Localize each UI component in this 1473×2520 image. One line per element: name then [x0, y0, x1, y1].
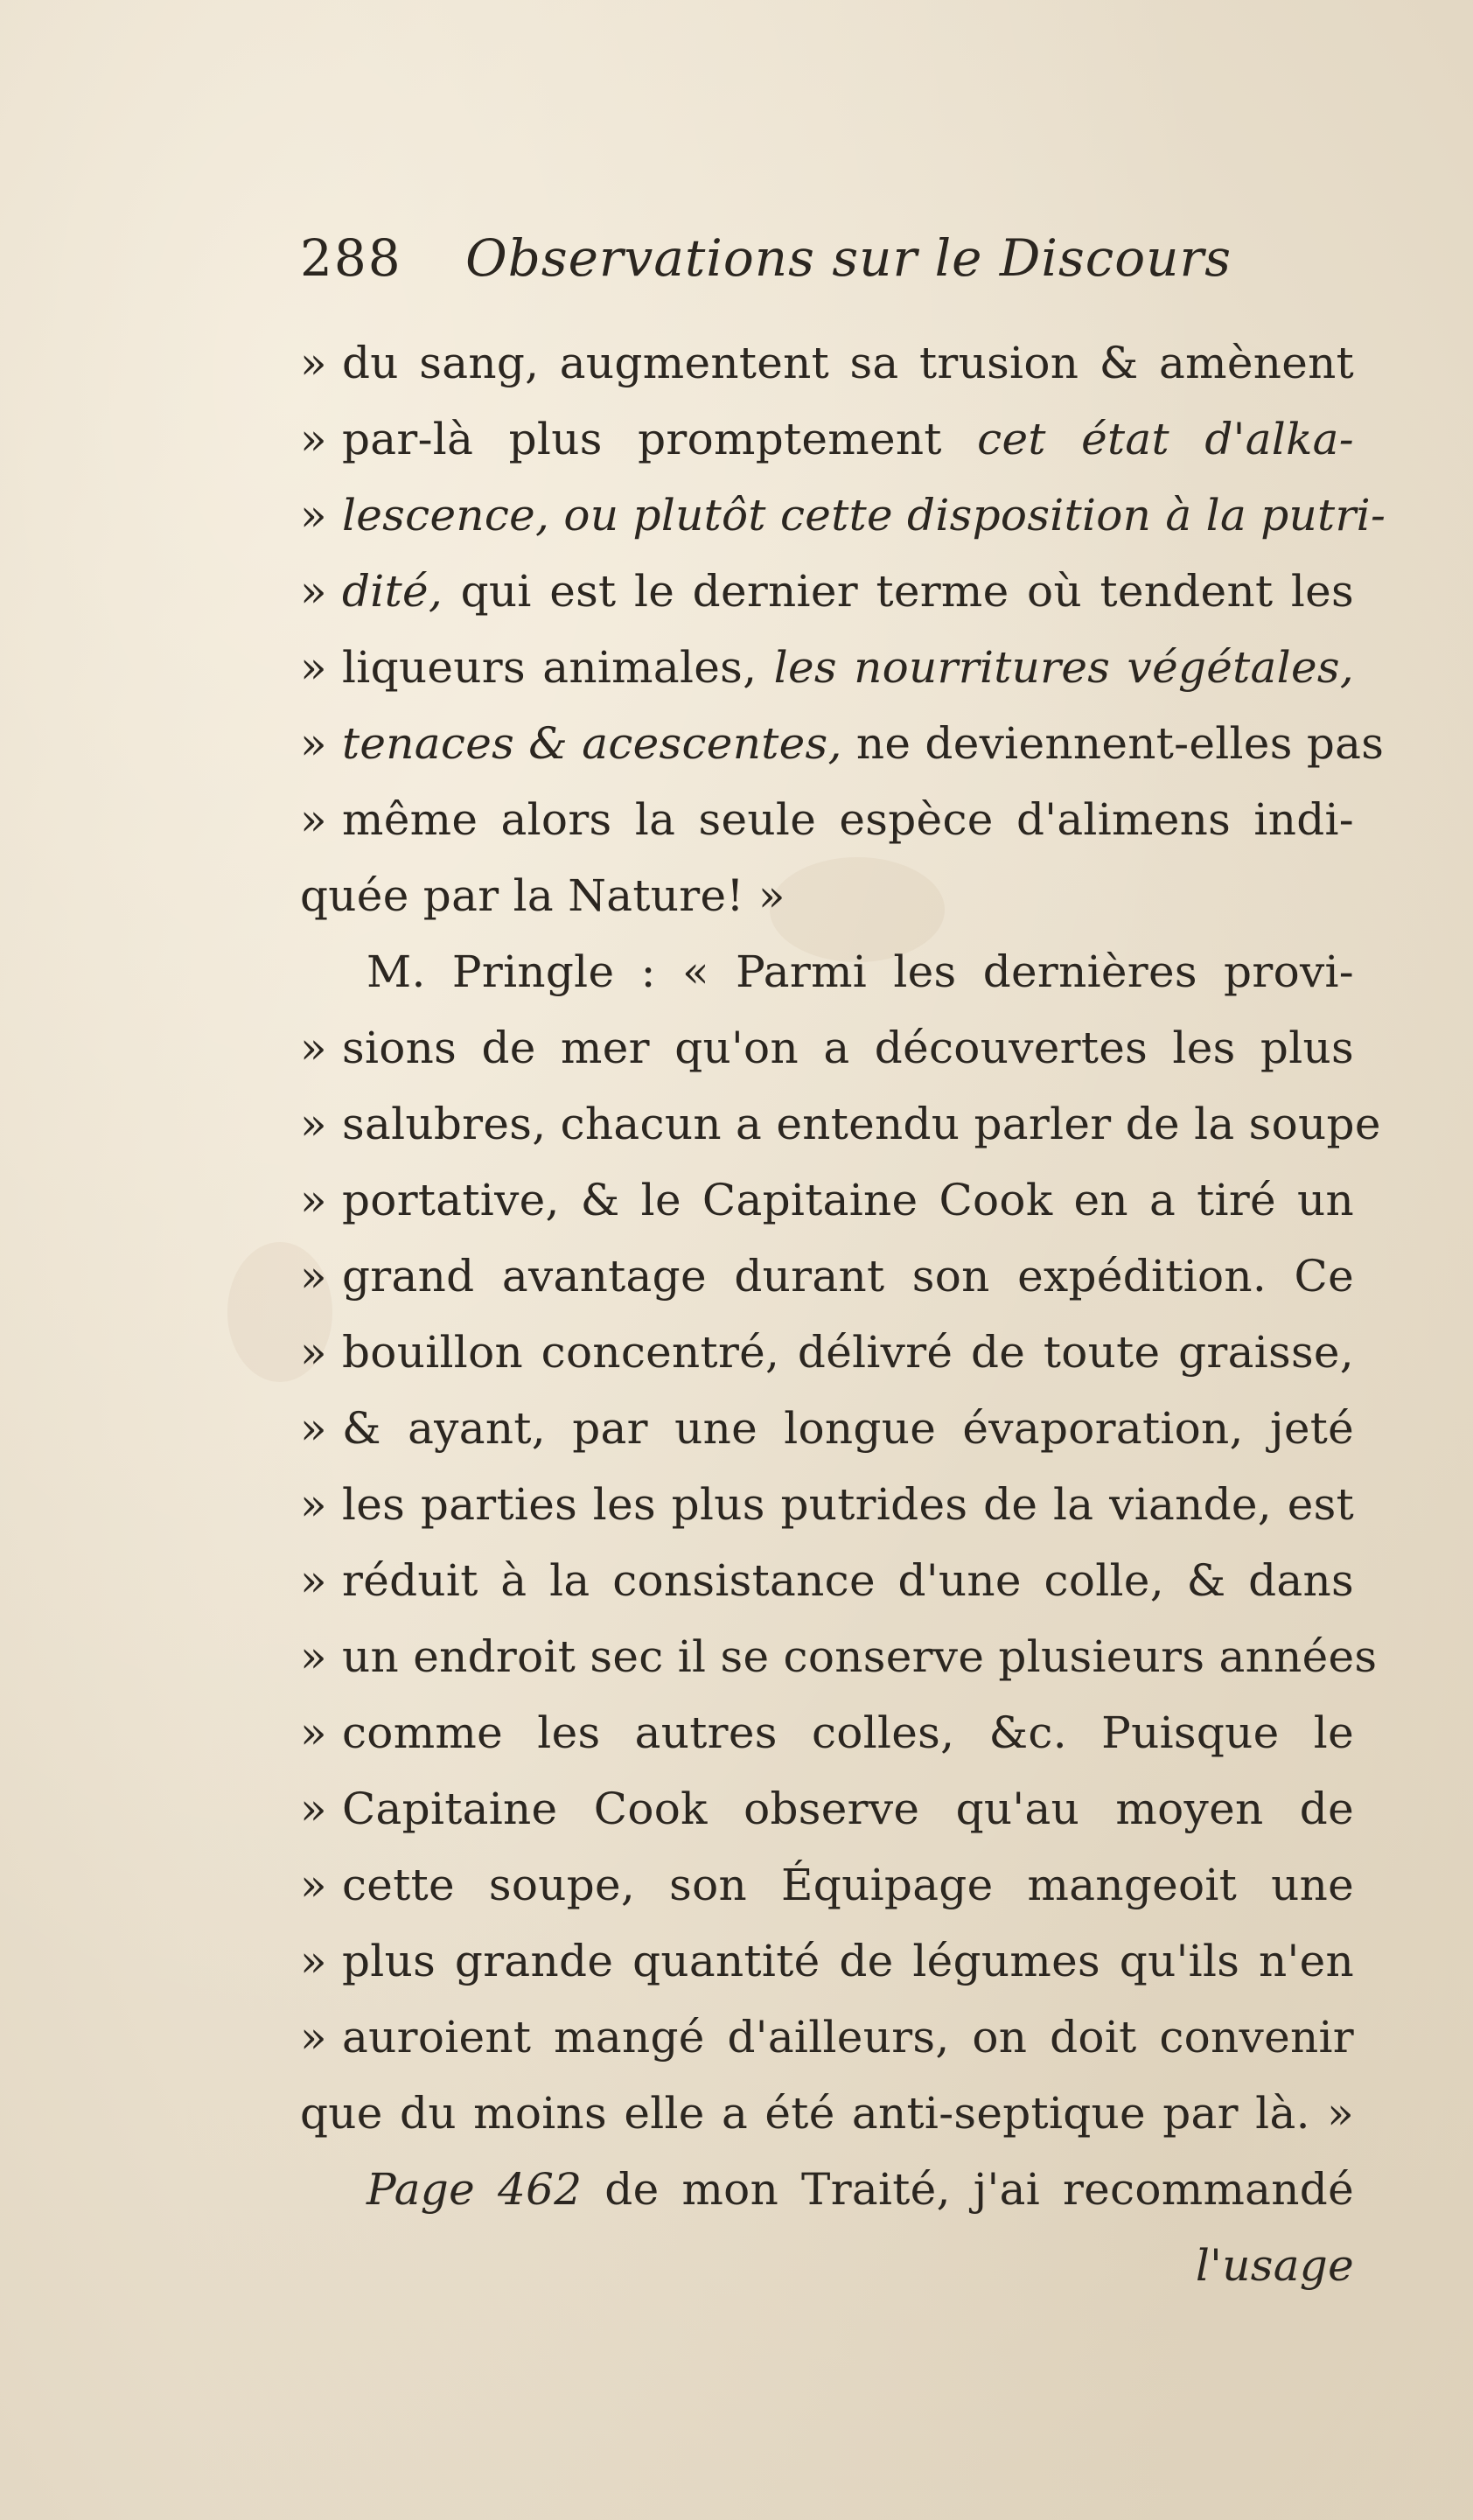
- text-line: » même alors la seule espèce d'alimens indi-: [300, 782, 1354, 858]
- quote-mark: »: [300, 1099, 327, 1149]
- text-line: » Capitaine Cook observe qu'au moyen de: [300, 1771, 1354, 1847]
- text-line: » portative, & le Capitaine Cook en a tiré un: [300, 1162, 1354, 1239]
- text-line: » par-là plus promptement cet état d'alka-: [300, 401, 1354, 478]
- text-line: » sions de mer qu'on a découvertes les plus: [300, 1010, 1354, 1086]
- body-text: [300, 325, 1386, 2304]
- quote-mark: »: [300, 1479, 327, 1530]
- text-line: » comme les autres colles, &c. Puisque le: [300, 1695, 1354, 1771]
- quote-mark: »: [300, 338, 327, 388]
- quote-mark: »: [300, 1860, 327, 1910]
- page-number: 288: [300, 228, 402, 288]
- quote-mark: »: [300, 642, 327, 693]
- quote-mark: »: [300, 1936, 327, 1986]
- text-line: » salubres, chacun a entendu parler de la soupe: [300, 1086, 1354, 1162]
- quote-mark: »: [300, 1175, 327, 1225]
- text-line: » dité, qui est le dernier terme où tendent les: [300, 554, 1354, 630]
- quote-mark: »: [300, 490, 327, 541]
- running-title: Observations sur le Discours: [465, 228, 1232, 288]
- text-line: » réduit à la consistance d'une colle, & dans: [300, 1543, 1354, 1619]
- text-line: Page 462 de mon Traité, j'ai recommandé: [367, 2164, 1354, 2215]
- quote-mark: »: [300, 1251, 327, 1302]
- text-line: que du moins elle a été anti-septique par là. »: [300, 2088, 1354, 2139]
- text-line: M. Pringle : « Parmi les dernières provi-: [367, 946, 1354, 997]
- catchword: l'usage: [1195, 2240, 1354, 2291]
- text-line: » un endroit sec il se conserve plusieurs années: [300, 1619, 1354, 1695]
- page-header: [300, 219, 1350, 297]
- quote-mark: »: [300, 1555, 327, 1606]
- text-line: » les parties les plus putrides de la viande, est: [300, 1467, 1354, 1543]
- text-line: » auroient mangé d'ailleurs, on doit convenir: [300, 2000, 1354, 2076]
- quote-mark: »: [300, 794, 327, 845]
- text-line: » liqueurs animales, les nourritures végétales,: [300, 630, 1354, 706]
- text-line: » cette soupe, son Équipage mangeoit une: [300, 1847, 1354, 1923]
- quote-mark: »: [300, 718, 327, 769]
- text-line: » tenaces & acescentes, ne deviennent-elles pas: [300, 706, 1354, 782]
- quote-mark: »: [300, 2012, 327, 2063]
- quote-mark: »: [300, 1327, 327, 1378]
- quote-mark: »: [300, 1784, 327, 1834]
- quote-mark: »: [300, 1707, 327, 1758]
- text-line: » plus grande quantité de légumes qu'ils n'en: [300, 1923, 1354, 2000]
- quote-mark: »: [300, 1631, 327, 1682]
- text-line: » grand avantage durant son expédition. Ce: [300, 1239, 1354, 1315]
- quote-mark: »: [300, 1403, 327, 1454]
- text-line: » & ayant, par une longue évaporation, jeté: [300, 1391, 1354, 1467]
- text-line: » lescence, ou plutôt cette disposition à la putri-: [300, 478, 1354, 554]
- quote-mark: »: [300, 414, 327, 464]
- quote-mark: »: [300, 566, 327, 617]
- text-line: » bouillon concentré, délivré de toute graisse,: [300, 1315, 1354, 1391]
- text-line: quée par la Nature! »: [300, 870, 785, 921]
- quote-mark: »: [300, 1023, 327, 1073]
- text-line: » du sang, augmentent sa trusion & amènent: [300, 325, 1354, 401]
